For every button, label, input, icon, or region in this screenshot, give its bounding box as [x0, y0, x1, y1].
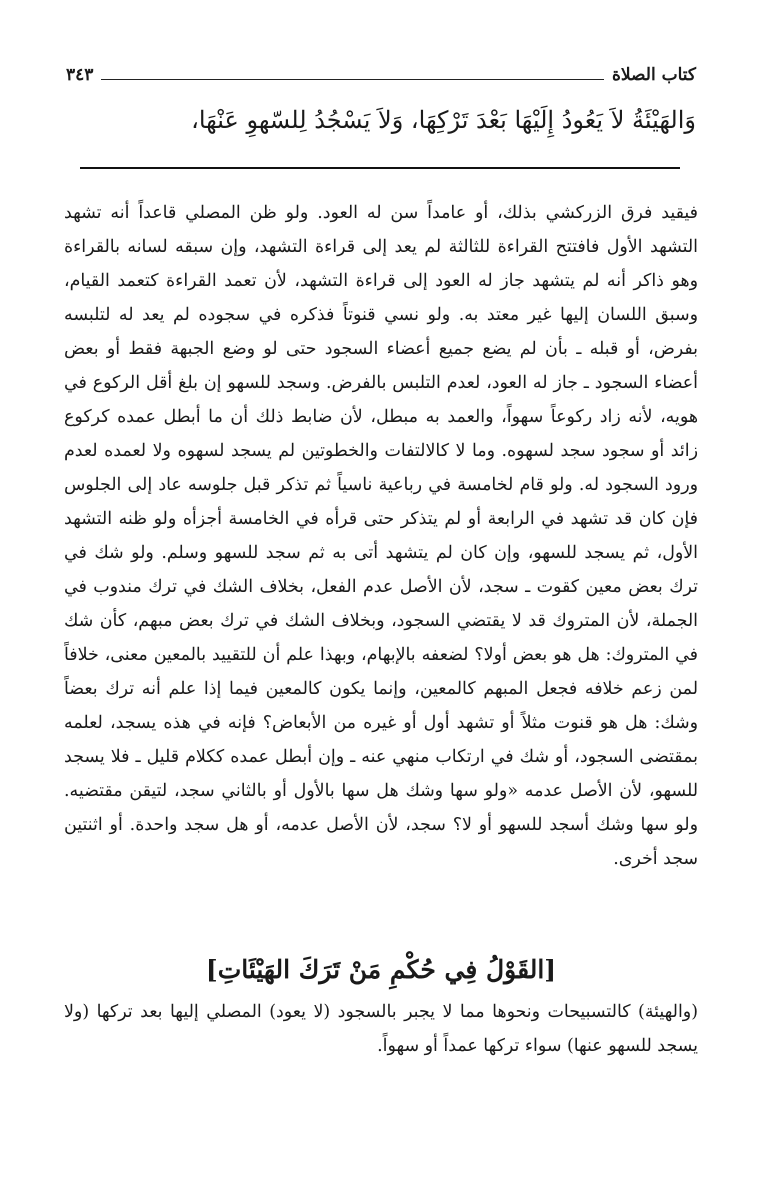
section-heading: [القَوْلُ فِي حُكْمِ مَنْ تَرَكَ الهَيْئَاتِ]	[205, 955, 557, 984]
matn-divider	[80, 167, 680, 169]
section-text: (والهيئة) كالتسبيحات ونحوها مما لا يجبر بالسجود (لا يعود) المصلي إليها بعد تركها (ولا يسجد للسهو عنها) سواء تركها عمداً أو سهواً.	[64, 1002, 698, 1056]
matn-text: وَالهَيْئَةُ لاَ يَعُودُ إِلَيْهَا بَعْدَ تَرْكِهَا، وَلاَ يَسْجُدُ لِلسّهوِ عَنْهَا،	[191, 106, 696, 134]
running-header	[66, 60, 696, 90]
commentary-text: فيقيد فرق الزركشي بذلك، أو عامداً سن له العود. ولو ظن المصلي قاعداً أنه تشهد التشهد الأول فافتتح القراءة للثالثة لم يعد إلى قراءة التشهد، وإن سبقه لسانه بالقراءة وهو ذاكر أنه لم يتشهد جاز له العود إلى قراءة التشهد، لأن تعمد القراءة كتعمد القيام، وسبق اللسان إليها غير معتد به. ولو نسي قنوتاً فذكره في سجوده لم يعد له لتلبسه بفرض، أو قبله ـ بأن لم يضع جميع أعضاء السجود حتى لو وضع الجبهة فقط أو بعض أعضاء السجود ـ جاز له العود، لعدم التلبس بالفرض. وسجد للسهو إن بلغ أقل الركوع في هويه، لأنه زاد ركوعاً سهواً، والعمد به مبطل، لأن ضابط ذلك أن ما أبطل عمده كركوع زائد أو سجود سجد لسهوه. وما لا كالالتفات والخطوتين لم يسجد لسهوه ولا لعمده لعدم ورود السجود له. ولو قام لخامسة في رباعية ناسياً ثم تذكر قبل جلوسه عاد إلى الجلوس فإن كان قد تشهد في الرابعة أو لم يتذكر حتى قرأه في الخامسة أجزأه ولو ظنه التشهد الأول، ثم يسجد للسهو، وإن كان لم يتشهد أتى به ثم سجد للسهو وسلم. ولو شك في ترك بعض معين كقوت ـ سجد، لأن الأصل عدم الفعل، بخلاف الشك في ترك مندوب في الجملة، لأن المتروك قد لا يقتضي السجود، وبخلاف الشك في ترك بعض مبهم، كأن شك في المتروك: هل هو بعض أولا؟ لضعفه بالإبهام، وبهذا علم أن للتقييد بالمعين معنى، خلافاً لمن زعم خلافه فجعل المبهم كالمعين، وإنما يكون كالمعين فيما إذا علم أنه ترك بعضاً وشك: هل هو قنوت مثلاً أو تشهد أول أو غيره من الأبعاض؟ فإنه في هذه يسجد، لعلمه بمقتضى السجود، أو شك في ارتكاب منهي عنه ـ وإن أبطل عمده ككلام قليل ـ فلا يسجد للسهو، لأن الأصل عدمه «ولو سها وشك هل سها بالأول أو بالثاني سجد، لتيقن مقتضيه. ولو سها وشك أسجد للسهو أو لا؟ سجد، لأن الأصل عدمه، أو هل سجد واحدة. أو اثنتين سجد أخرى.	[64, 203, 698, 869]
page-number: ٣٤٣	[66, 65, 94, 85]
header-rule	[101, 79, 604, 80]
chapter-title: كتاب الصلاة	[611, 65, 696, 85]
